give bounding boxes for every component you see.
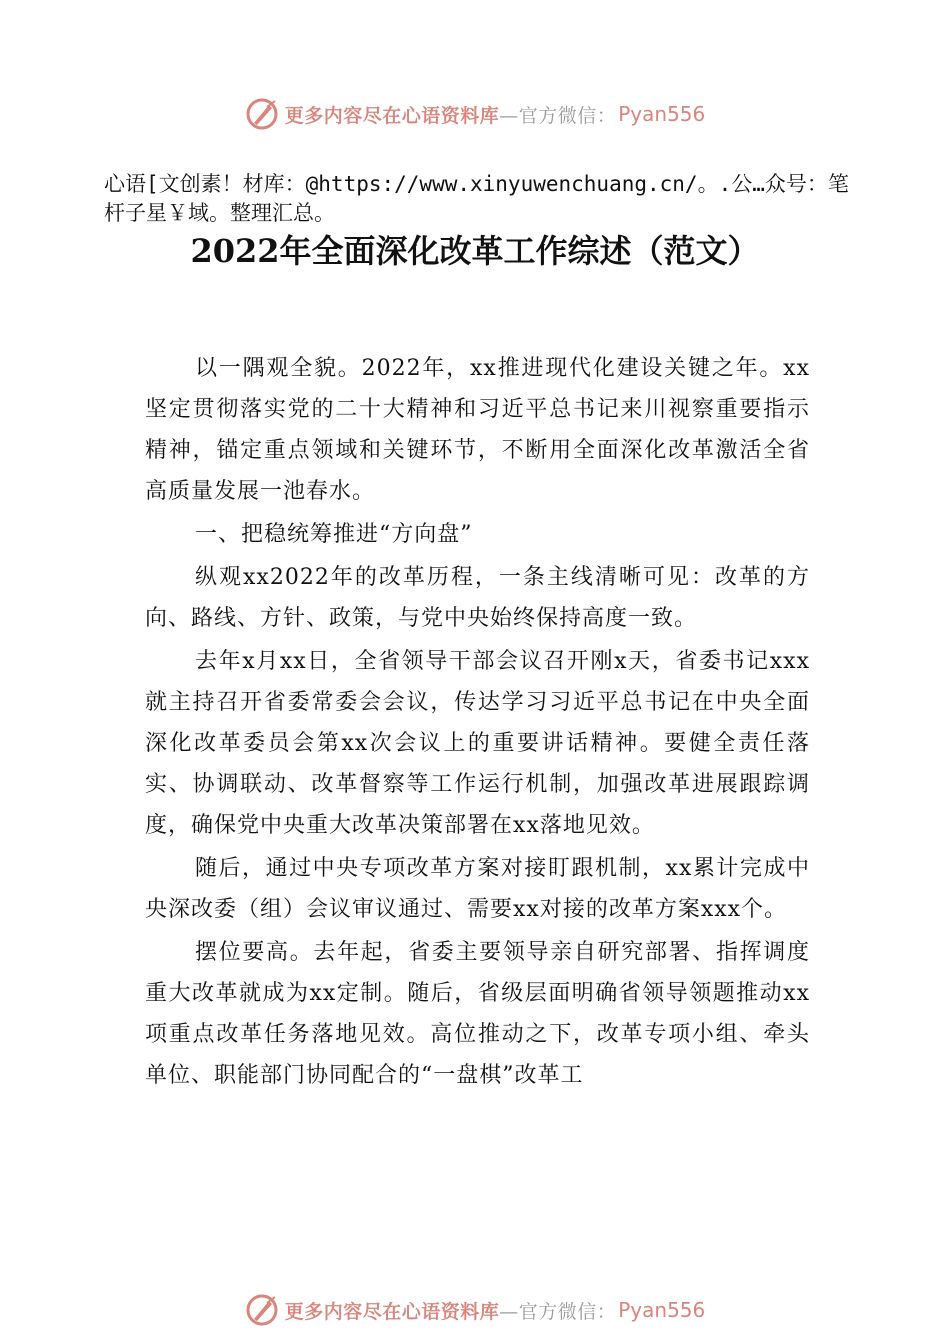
top-watermark-banner — [0, 94, 950, 134]
quill-pen-circle-icon — [245, 1293, 279, 1327]
paragraph: 纵观xx2022年的改革历程，一条主线清晰可见：改革的方向、路线、方针、政策，与党中央始终保持高度一致。 — [145, 565, 810, 631]
paragraph: 随后，通过中央专项改革方案对接盯跟机制，xx累计完成中央深改委（组）会议审议通过、需要xx对接的改革方案xxx个。 — [145, 856, 810, 922]
bottom-watermark-banner — [0, 1290, 950, 1330]
banner-wechat-id: Pyan556 — [618, 102, 706, 126]
banner-main-text: 更多内容尽在心语资料库 — [284, 1300, 500, 1323]
paragraph: 去年x月xx日，全省领导干部会议召开刚x天，省委书记xxx就主持召开省委常委会会议，传达学习习近平总书记在中央全面深化改革委员会第xx次会议上的重要讲话精神。要健全责任落实、协调联动、改革督察等工作运行机制，加强改革进展跟踪调度，确保党中央重大改革决策部署在xx落地见效。 — [145, 649, 810, 838]
source-note: 心语[文创素！材库：@https://www.xinyuwenchuang.cn/。.公…众号：笔杆子星￥域。整理汇总。 — [104, 172, 849, 225]
banner-main-text: 更多内容尽在心语资料库 — [284, 104, 500, 127]
section-heading: 一、把稳统筹推进“方向盘” — [195, 522, 473, 547]
quill-pen-circle-icon — [245, 97, 279, 131]
banner-sub-text: —官方微信： — [499, 1300, 617, 1323]
banner-sub-text: —官方微信： — [499, 104, 617, 127]
banner-wechat-id: Pyan556 — [618, 1298, 706, 1322]
paragraph-intro: 以一隅观全貌。2022年，xx推进现代化建设关键之年。xx坚定贯彻落实党的二十大精神和习近平总书记来川视察重要指示精神，锚定重点领域和关键环节，不断用全面深化改革激活全省高质量发展一池春水。 — [145, 356, 810, 504]
document-body — [145, 348, 810, 1098]
paragraph: 摆位要高。去年起，省委主要领导亲自研究部署、指挥调度重大改革就成为xx定制。随后，省级层面明确省领导领题推动xx项重点改革任务落地见效。高位推动之下，改革专项小组、牵头单位、职能部门协同配合的“一盘棋”改革工 — [145, 940, 810, 1088]
document-title: 2022年全面深化改革工作综述（范文） — [190, 232, 760, 270]
